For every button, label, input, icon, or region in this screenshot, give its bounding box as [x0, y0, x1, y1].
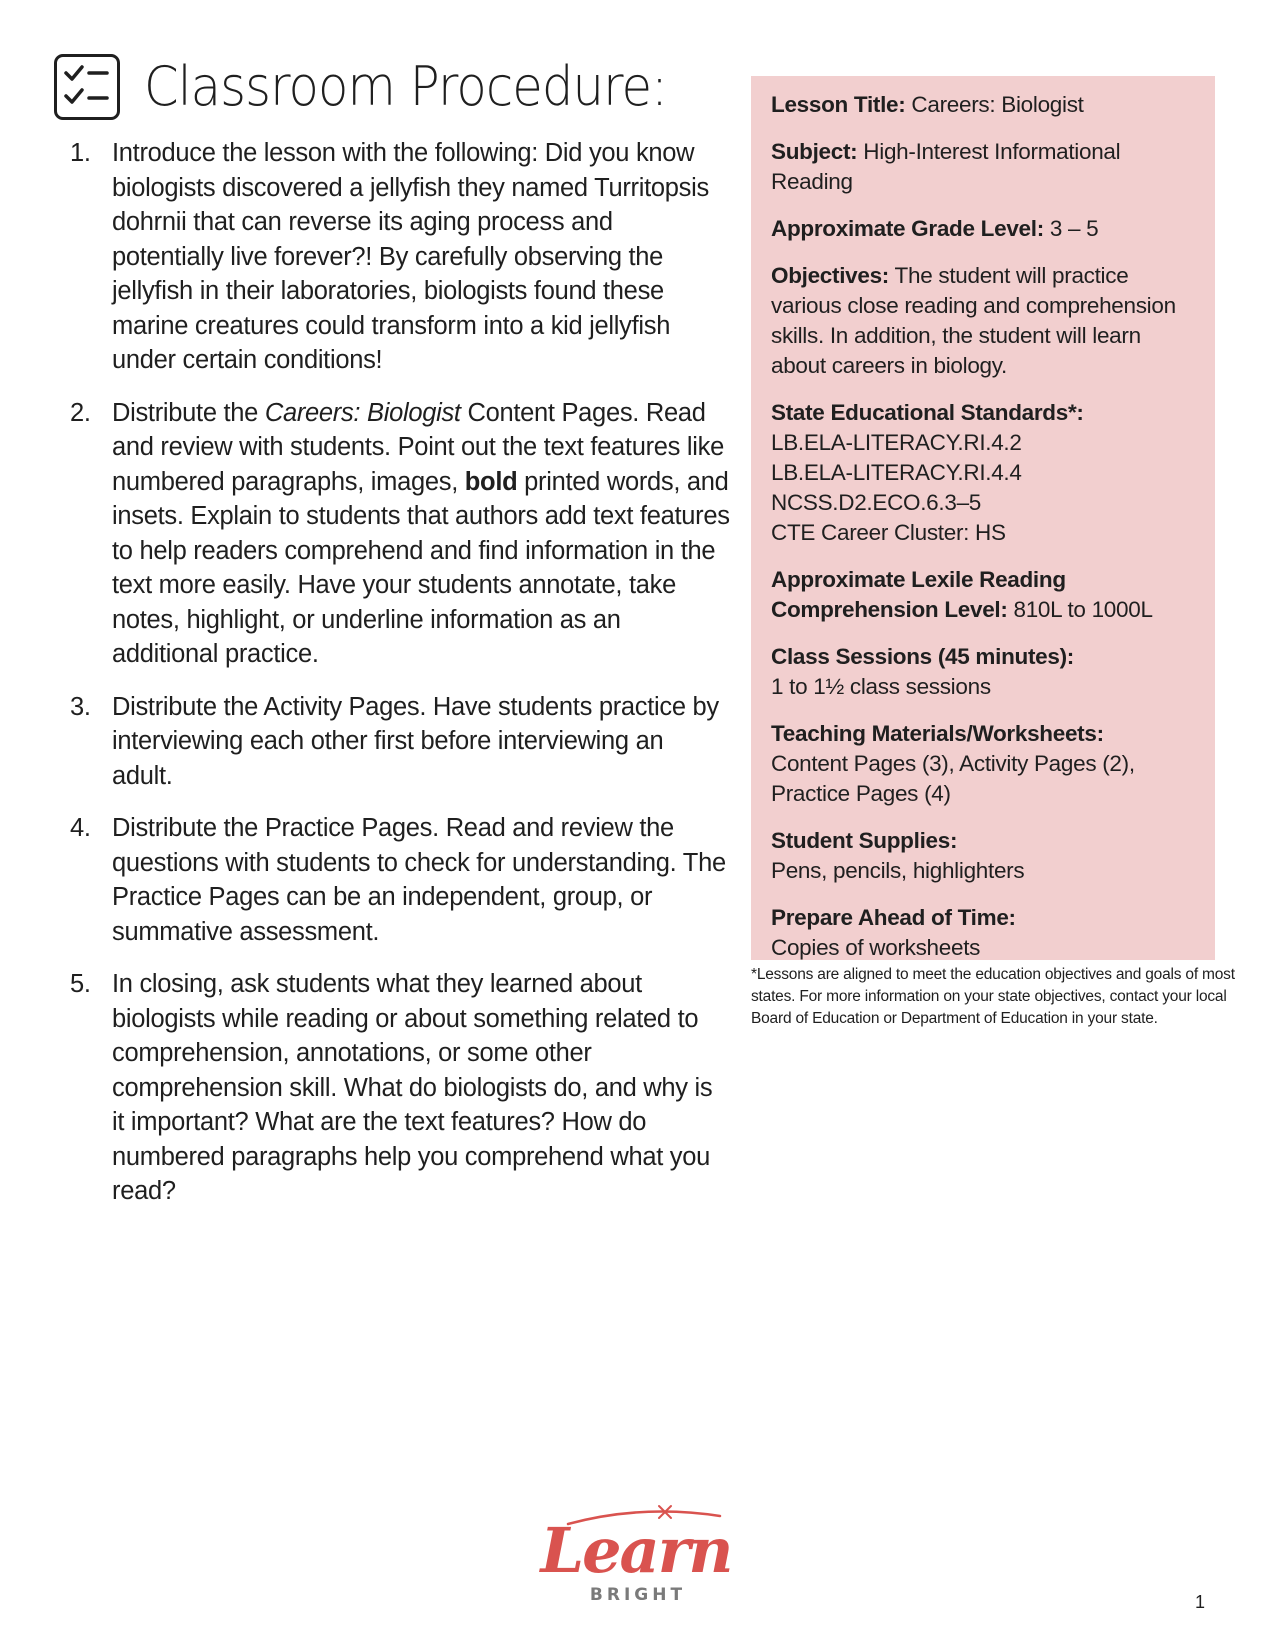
step-text: Distribute the — [112, 398, 265, 427]
info-label: Student Supplies: — [771, 828, 958, 853]
info-label: Approximate Grade Level: — [771, 216, 1044, 241]
info-prepare-ahead — [771, 903, 1199, 963]
step-text: bold — [464, 467, 518, 496]
info-value: LB.ELA-LITERACY.RI.4.4 — [771, 460, 1022, 485]
procedure-step — [70, 690, 730, 794]
procedure-step — [70, 967, 730, 1209]
info-value: Copies of worksheets — [771, 935, 981, 960]
info-teaching-materials — [771, 719, 1199, 809]
logo-word: Learn — [540, 1514, 732, 1587]
info-grade-level — [771, 214, 1199, 244]
procedure-step — [70, 136, 730, 378]
info-label: Class Sessions (45 minutes): — [771, 644, 1074, 669]
step-number: 4. — [70, 814, 91, 842]
checklist-icon — [54, 54, 120, 120]
step-text: Content Pages. Read and review with students. Point out the text features like numbered paragraphs, images, — [112, 398, 724, 496]
info-value: 810L to 1000L — [1007, 597, 1153, 622]
info-student-supplies — [771, 826, 1199, 886]
step-text: Distribute the Practice Pages. Read and review the questions with students to check for understanding. The Practice Pages can be an independent, group, or summative assessment. — [112, 814, 726, 946]
info-value: Pens, pencils, highlighters — [771, 858, 1025, 883]
step-number: 3. — [70, 692, 91, 721]
info-lesson-title — [771, 90, 1199, 120]
info-label: Teaching Materials/Worksheets: — [771, 721, 1104, 746]
lesson-info-panel — [751, 76, 1215, 960]
step-text: In closing, ask students what they learned about biologists while reading or about something related to comprehension, annotations, or some other comprehension skill. What do biologists do, and why is it important? What are the text features? How do numbered paragraphs help you comprehend what you read? — [112, 970, 713, 1205]
info-label: Approximate Lexile Reading Comprehension Level: — [771, 567, 1066, 622]
info-value: LB.ELA-LITERACY.RI.4.2 — [771, 430, 1022, 455]
procedure-step — [70, 396, 730, 672]
page-number: 1 — [1195, 1592, 1206, 1612]
logo-subword: BRIGHT — [589, 1585, 687, 1605]
info-lexile-level — [771, 565, 1199, 625]
step-number: 2. — [70, 398, 91, 427]
page-title: Classroom Procedure: — [144, 55, 667, 118]
info-label: Subject: — [771, 139, 858, 164]
info-value: NCSS.D2.ECO.6.3–5 — [771, 490, 981, 515]
info-value: Content Pages (3), Activity Pages (2), Practice Pages (4) — [771, 751, 1135, 806]
info-objectives — [771, 261, 1199, 381]
info-label: Objectives: — [771, 263, 890, 288]
procedure-step — [70, 811, 730, 949]
info-value: 1 to 1½ class sessions — [771, 674, 991, 699]
info-label: Lesson Title: — [771, 92, 906, 117]
standards-footnote: *Lessons are aligned to meet the education objectives and goals of most states. For more information on your state objectives, contact your local Board of Education or Department of Education in your state. — [751, 966, 1235, 1027]
step-text: Introduce the lesson with the following: Did you know biologists discovered a jellyfish they named Turritopsis dohrnii that can reverse its aging process and potentially live forever?! By carefully observing the jellyfish in their laboratories, biologists found these marine creatures could transform into a kid jellyfish under certain conditions! — [112, 139, 709, 374]
info-value: 3 – 5 — [1043, 216, 1099, 241]
info-subject — [771, 137, 1199, 197]
info-value: The student will practice various close reading and comprehension skills. In addition, the student will learn about careers in biology. — [771, 263, 1176, 378]
step-text: Distribute the Activity Pages. Have students practice by interviewing each other first before interviewing an adult. — [112, 692, 719, 790]
info-value: High-Interest Informational Reading — [771, 139, 1121, 194]
info-class-sessions — [771, 642, 1199, 702]
page-header — [54, 54, 712, 120]
step-text: printed words, and insets. Explain to students that authors add text features to help readers comprehend and find information in the text more easily. Have your students annotate, take notes, highlight, or underline information as an additional practice. — [112, 467, 730, 668]
step-number: 5. — [70, 970, 91, 998]
info-value: CTE Career Cluster: HS — [771, 520, 1006, 545]
info-label: Prepare Ahead of Time: — [771, 905, 1016, 930]
info-label: State Educational Standards*: — [771, 400, 1084, 425]
info-value: Careers: Biologist — [905, 92, 1084, 117]
step-text: Careers: Biologist — [264, 398, 461, 427]
info-standards — [771, 398, 1199, 548]
procedure-steps — [70, 136, 730, 1227]
step-number: 1. — [70, 139, 91, 167]
learn-bright-logo — [532, 1502, 744, 1606]
